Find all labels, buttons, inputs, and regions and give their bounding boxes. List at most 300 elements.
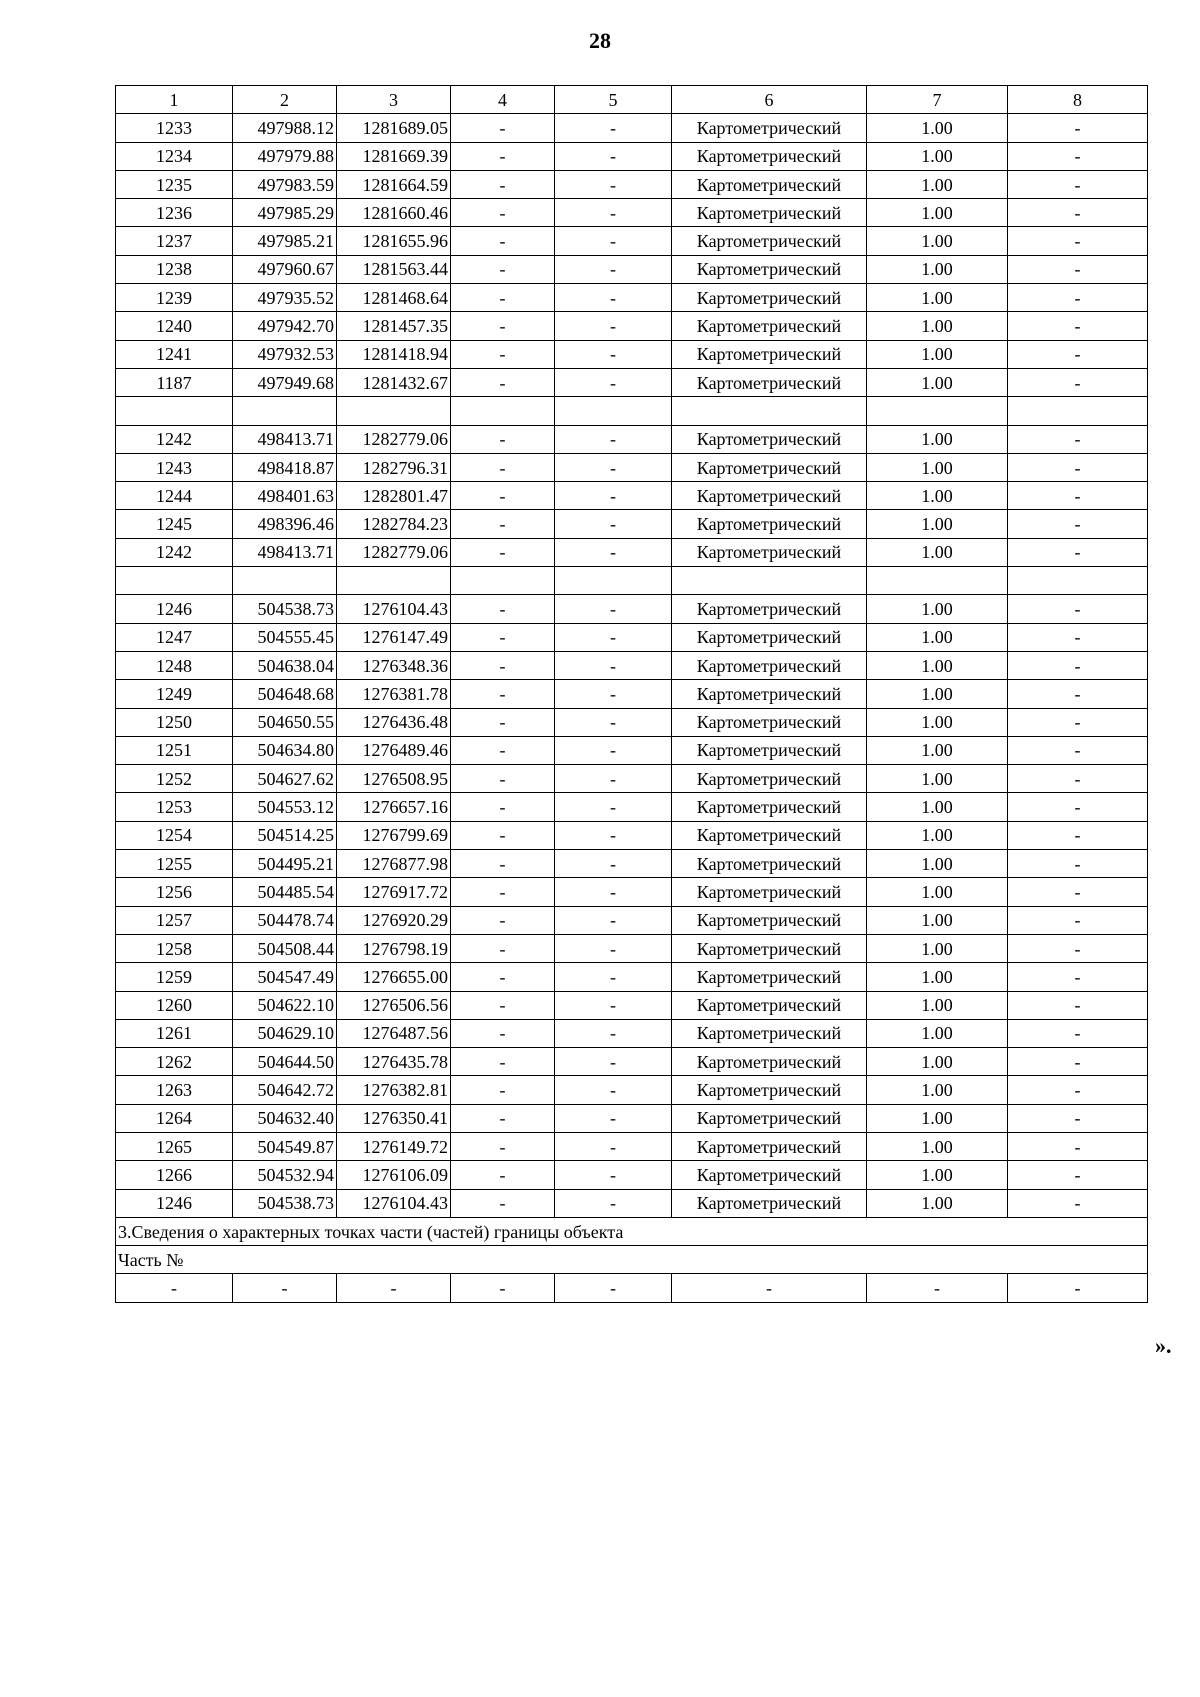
table-row [116, 963, 1148, 991]
cell-col-3: 1276350.41 [337, 1104, 451, 1132]
separator-row [116, 567, 1148, 595]
cell-col-6: Картометрический [672, 453, 867, 481]
table-row [116, 736, 1148, 764]
table-row [116, 878, 1148, 906]
cell-col-6: Картометрический [672, 821, 867, 849]
cell-col-7: 1.00 [867, 680, 1008, 708]
table-row [116, 227, 1148, 255]
table-row [116, 680, 1148, 708]
cell-col-1: 1257 [116, 906, 233, 934]
cell-col-1: 1245 [116, 510, 233, 538]
cell-col-4: - [451, 340, 555, 368]
cell-col-4: - [451, 142, 555, 170]
cell-col-2: 504629.10 [233, 1019, 337, 1047]
cell-col-5: - [555, 510, 672, 538]
cell-col-2: 497983.59 [233, 170, 337, 198]
cell-col-8: - [1008, 708, 1148, 736]
cell-col-3: 1276917.72 [337, 878, 451, 906]
cell-col-8: - [1008, 453, 1148, 481]
cell-col-6: 6 [672, 86, 867, 114]
cell-col-4: - [451, 878, 555, 906]
cell-col-1: 1249 [116, 680, 233, 708]
cell-col-3: 1276877.98 [337, 850, 451, 878]
cell-col-5: - [555, 850, 672, 878]
cell-col-7: 1.00 [867, 1048, 1008, 1076]
cell-col-5: - [555, 425, 672, 453]
cell-col-1: 1263 [116, 1076, 233, 1104]
cell-col-1: 1234 [116, 142, 233, 170]
cell-col-6: Картометрический [672, 312, 867, 340]
cell-col-1: 1246 [116, 1189, 233, 1217]
cell-col-1: 1242 [116, 425, 233, 453]
cell-col-1: 1248 [116, 651, 233, 679]
cell-col-8: - [1008, 765, 1148, 793]
table-row [116, 651, 1148, 679]
table-row [116, 623, 1148, 651]
table-row [116, 170, 1148, 198]
cell-col-2: 497960.67 [233, 255, 337, 283]
cell-col-4: - [451, 906, 555, 934]
cell-col-2: 498413.71 [233, 538, 337, 566]
cell-col-1: 1242 [116, 538, 233, 566]
cell-col-8: - [1008, 425, 1148, 453]
cell-col-3: 1281655.96 [337, 227, 451, 255]
cell-col-1: 1262 [116, 1048, 233, 1076]
table-row [116, 1019, 1148, 1047]
cell-col-3: 1276506.56 [337, 991, 451, 1019]
cell-col-7: 1.00 [867, 142, 1008, 170]
cell-col-8: - [1008, 991, 1148, 1019]
cell-col-6: Картометрический [672, 199, 867, 227]
cell-col-2: 497985.21 [233, 227, 337, 255]
table-row [116, 765, 1148, 793]
cell-col-6: Картометрический [672, 114, 867, 142]
cell-col-2: 504650.55 [233, 708, 337, 736]
cell-col-3: 1282779.06 [337, 425, 451, 453]
table-row [116, 199, 1148, 227]
cell-col-2: 497949.68 [233, 368, 337, 396]
cell-col-8: - [1008, 1048, 1148, 1076]
cell-col-3: 1281432.67 [337, 368, 451, 396]
cell-col-6: Картометрический [672, 255, 867, 283]
cell-col-8: - [1008, 340, 1148, 368]
cell-col-5: - [555, 595, 672, 623]
cell-col-1: 1264 [116, 1104, 233, 1132]
cell-col-1: 1238 [116, 255, 233, 283]
cell-col-3: 1276657.16 [337, 793, 451, 821]
cell-col-8: - [1008, 142, 1148, 170]
cell-col-6: Картометрический [672, 142, 867, 170]
cell-col-4: - [451, 1274, 555, 1302]
cell-col-8: - [1008, 1104, 1148, 1132]
cell-col-7: 1.00 [867, 170, 1008, 198]
cell-col-7: 1.00 [867, 199, 1008, 227]
cell-col-1: 1255 [116, 850, 233, 878]
cell-col-8: - [1008, 482, 1148, 510]
cell-col-5: - [555, 1161, 672, 1189]
cell-col-3: 1276920.29 [337, 906, 451, 934]
cell-col-5: - [555, 1048, 672, 1076]
cell-col-4: - [451, 255, 555, 283]
cell-col-2: 504514.25 [233, 821, 337, 849]
cell-col-1: 1258 [116, 934, 233, 962]
cell-col-5: - [555, 284, 672, 312]
table-row [116, 906, 1148, 934]
cell-col-3: 1281457.35 [337, 312, 451, 340]
cell-col-4: - [451, 170, 555, 198]
table-row [116, 821, 1148, 849]
cell-col-7: 1.00 [867, 453, 1008, 481]
cell-col-5: - [555, 991, 672, 1019]
cell-col-6: Картометрический [672, 1048, 867, 1076]
cell-col-4: - [451, 934, 555, 962]
closing-quote: ». [1155, 1333, 1172, 1358]
cell-col-6: Картометрический [672, 284, 867, 312]
cell-col-6: Картометрический [672, 1189, 867, 1217]
cell-col-5: - [555, 736, 672, 764]
table-row [116, 934, 1148, 962]
table-row [116, 1161, 1148, 1189]
cell-col-3: 1276348.36 [337, 651, 451, 679]
section-title: 3.Сведения о характерных точках части (частей) границы объекта [116, 1217, 1148, 1245]
cell-col-3: 1276799.69 [337, 821, 451, 849]
cell-col-1: 1187 [116, 368, 233, 396]
cell-col-6: Картометрический [672, 934, 867, 962]
part-row [116, 1274, 1148, 1302]
cell-col-6: - [672, 1274, 867, 1302]
cell-col-2: 504638.04 [233, 651, 337, 679]
cell-col-8: - [1008, 1019, 1148, 1047]
cell-col-6: Картометрический [672, 708, 867, 736]
cell-col-6: Картометрический [672, 651, 867, 679]
cell-col-4: - [451, 821, 555, 849]
table-row [116, 312, 1148, 340]
cell-col-3: 1282801.47 [337, 482, 451, 510]
cell-col-8: - [1008, 680, 1148, 708]
cell-col-6: Картометрический [672, 595, 867, 623]
cell-col-1: 1253 [116, 793, 233, 821]
cell-col-3: 1281468.64 [337, 284, 451, 312]
cell-col-2: 504478.74 [233, 906, 337, 934]
cell-col-6: Картометрический [672, 170, 867, 198]
cell-col-5: - [555, 142, 672, 170]
cell-col-5: - [555, 1189, 672, 1217]
cell-col-2: 504634.80 [233, 736, 337, 764]
cell-col-5: - [555, 453, 672, 481]
cell-col-7: 1.00 [867, 963, 1008, 991]
cell-col-7: 1.00 [867, 1076, 1008, 1104]
table-row [116, 340, 1148, 368]
cell-col-6: Картометрический [672, 368, 867, 396]
cell-col-6: Картометрический [672, 482, 867, 510]
cell-col-3: 1276381.78 [337, 680, 451, 708]
cell-col-1: 1251 [116, 736, 233, 764]
table-row [116, 453, 1148, 481]
cell-col-7: 1.00 [867, 1104, 1008, 1132]
cell-col-6: Картометрический [672, 963, 867, 991]
cell-col-1: 1 [116, 86, 233, 114]
cell-col-5: - [555, 199, 672, 227]
cell-col-1: 1240 [116, 312, 233, 340]
cell-col-1: 1246 [116, 595, 233, 623]
cell-col-7: 1.00 [867, 1019, 1008, 1047]
cell-col-4: - [451, 510, 555, 538]
cell-col-6: Картометрический [672, 991, 867, 1019]
cell-col-6: Картометрический [672, 850, 867, 878]
cell-col-2: 504555.45 [233, 623, 337, 651]
cell-col-4: - [451, 850, 555, 878]
table-row [116, 284, 1148, 312]
cell-col-4: - [451, 284, 555, 312]
cell-col-4: - [451, 651, 555, 679]
cell-col-1: 1254 [116, 821, 233, 849]
cell-col-1: 1244 [116, 482, 233, 510]
table-row [116, 708, 1148, 736]
cell-col-2: 498418.87 [233, 453, 337, 481]
cell-col-8: - [1008, 368, 1148, 396]
table-row [116, 368, 1148, 396]
cell-col-2: 497935.52 [233, 284, 337, 312]
cell-col-3: 3 [337, 86, 451, 114]
cell-col-7: 1.00 [867, 708, 1008, 736]
cell-col-2: 504547.49 [233, 963, 337, 991]
cell-col-8: - [1008, 1274, 1148, 1302]
cell-col-8: - [1008, 878, 1148, 906]
cell-col-4: - [451, 595, 555, 623]
cell-col-3: 1276798.19 [337, 934, 451, 962]
cell-col-7: 1.00 [867, 114, 1008, 142]
coordinates-table [115, 85, 1148, 1303]
cell-col-7: 1.00 [867, 595, 1008, 623]
table-row [116, 1048, 1148, 1076]
table-row [116, 1076, 1148, 1104]
cell-col-5: - [555, 340, 672, 368]
cell-col-4: - [451, 765, 555, 793]
part-label: Часть № [116, 1246, 1148, 1274]
cell-col-4: - [451, 1189, 555, 1217]
cell-col-7: 1.00 [867, 1161, 1008, 1189]
cell-col-2: 504622.10 [233, 991, 337, 1019]
cell-col-8: - [1008, 114, 1148, 142]
cell-col-1: 1239 [116, 284, 233, 312]
cell-col-3: 1276106.09 [337, 1161, 451, 1189]
table-row [116, 114, 1148, 142]
cell-col-4: - [451, 1076, 555, 1104]
cell-col-4: - [451, 482, 555, 510]
cell-col-7: 1.00 [867, 850, 1008, 878]
cell-col-7: 1.00 [867, 765, 1008, 793]
cell-col-5: - [555, 538, 672, 566]
cell-col-4: - [451, 227, 555, 255]
cell-col-1: 1261 [116, 1019, 233, 1047]
cell-col-7: 1.00 [867, 340, 1008, 368]
cell-col-2: 504553.12 [233, 793, 337, 821]
cell-col-2: 504538.73 [233, 595, 337, 623]
cell-col-4: - [451, 991, 555, 1019]
table-row [116, 1189, 1148, 1217]
cell-col-3: 1281418.94 [337, 340, 451, 368]
cell-col-8: - [1008, 1161, 1148, 1189]
cell-col-6: Картометрический [672, 1161, 867, 1189]
page-number: 28 [589, 28, 611, 53]
cell-col-1: 1237 [116, 227, 233, 255]
cell-col-7: 1.00 [867, 793, 1008, 821]
cell-col-1: 1265 [116, 1132, 233, 1160]
cell-col-5: - [555, 934, 672, 962]
cell-col-3: 1281563.44 [337, 255, 451, 283]
cell-col-5: - [555, 368, 672, 396]
cell-col-7: 1.00 [867, 821, 1008, 849]
cell-col-7: 1.00 [867, 736, 1008, 764]
cell-col-8: - [1008, 623, 1148, 651]
table-row [116, 793, 1148, 821]
cell-col-1: 1235 [116, 170, 233, 198]
cell-col-3: 1281664.59 [337, 170, 451, 198]
table-row [116, 538, 1148, 566]
cell-col-7: 1.00 [867, 934, 1008, 962]
cell-col-5: - [555, 680, 672, 708]
cell-col-3: 1282784.23 [337, 510, 451, 538]
cell-col-2: 498401.63 [233, 482, 337, 510]
cell-col-5: - [555, 312, 672, 340]
cell-col-2: 497932.53 [233, 340, 337, 368]
cell-col-1: 1241 [116, 340, 233, 368]
cell-col-6: Картометрический [672, 1076, 867, 1104]
cell-col-2: 2 [233, 86, 337, 114]
cell-col-6: Картометрический [672, 510, 867, 538]
cell-col-7: 1.00 [867, 991, 1008, 1019]
cell-col-6: Картометрический [672, 425, 867, 453]
cell-col-3: 1276487.56 [337, 1019, 451, 1047]
table-row [116, 510, 1148, 538]
cell-col-5: - [555, 482, 672, 510]
cell-col-8: - [1008, 850, 1148, 878]
cell-col-3: - [337, 1274, 451, 1302]
cell-col-2: 497979.88 [233, 142, 337, 170]
cell-col-5: - [555, 821, 672, 849]
cell-col-5: - [555, 255, 672, 283]
cell-col-8: - [1008, 906, 1148, 934]
cell-col-8: - [1008, 821, 1148, 849]
cell-col-1: 1247 [116, 623, 233, 651]
cell-col-1: 1259 [116, 963, 233, 991]
cell-col-6: Картометрический [672, 340, 867, 368]
cell-col-2: 497985.29 [233, 199, 337, 227]
cell-col-5: - [555, 651, 672, 679]
cell-col-4: - [451, 453, 555, 481]
cell-col-3: 1276104.43 [337, 1189, 451, 1217]
cell-col-4: - [451, 425, 555, 453]
cell-col-8: - [1008, 227, 1148, 255]
cell-col-6: Картометрический [672, 765, 867, 793]
cell-col-5: 5 [555, 86, 672, 114]
cell-col-3: 1281689.05 [337, 114, 451, 142]
cell-col-4: - [451, 312, 555, 340]
cell-col-2: 497988.12 [233, 114, 337, 142]
cell-col-7: 7 [867, 86, 1008, 114]
cell-col-7: 1.00 [867, 255, 1008, 283]
cell-col-8: - [1008, 1076, 1148, 1104]
cell-col-8: - [1008, 934, 1148, 962]
cell-col-1: 1266 [116, 1161, 233, 1189]
cell-col-7: 1.00 [867, 651, 1008, 679]
cell-col-3: 1276508.95 [337, 765, 451, 793]
cell-col-3: 1281660.46 [337, 199, 451, 227]
cell-col-2: 504632.40 [233, 1104, 337, 1132]
cell-col-1: 1252 [116, 765, 233, 793]
section-title-row [116, 1217, 1148, 1245]
cell-col-2: 504538.73 [233, 1189, 337, 1217]
cell-col-3: 1276104.43 [337, 595, 451, 623]
cell-col-8: - [1008, 510, 1148, 538]
cell-col-7: 1.00 [867, 284, 1008, 312]
cell-col-2: 504627.62 [233, 765, 337, 793]
cell-col-5: - [555, 963, 672, 991]
cell-col-8: - [1008, 1132, 1148, 1160]
cell-col-8: - [1008, 170, 1148, 198]
cell-col-7: 1.00 [867, 538, 1008, 566]
cell-col-7: 1.00 [867, 368, 1008, 396]
cell-col-8: - [1008, 284, 1148, 312]
cell-col-2: 504508.44 [233, 934, 337, 962]
cell-col-1: 1250 [116, 708, 233, 736]
cell-col-6: Картометрический [672, 1104, 867, 1132]
cell-col-3: 1276149.72 [337, 1132, 451, 1160]
cell-col-8: 8 [1008, 86, 1148, 114]
cell-col-8: - [1008, 651, 1148, 679]
cell-col-2: 497942.70 [233, 312, 337, 340]
cell-col-4: - [451, 680, 555, 708]
cell-col-3: 1276147.49 [337, 623, 451, 651]
table-row [116, 425, 1148, 453]
cell-col-5: - [555, 878, 672, 906]
cell-col-3: 1276436.48 [337, 708, 451, 736]
cell-col-2: 504644.50 [233, 1048, 337, 1076]
cell-col-4: - [451, 1104, 555, 1132]
cell-col-8: - [1008, 255, 1148, 283]
cell-col-2: 504648.68 [233, 680, 337, 708]
cell-col-5: - [555, 170, 672, 198]
table-row [116, 1132, 1148, 1160]
cell-col-6: Картометрический [672, 736, 867, 764]
table-row [116, 482, 1148, 510]
cell-col-8: - [1008, 736, 1148, 764]
cell-col-5: - [555, 227, 672, 255]
cell-col-6: Картометрический [672, 1019, 867, 1047]
table-row [116, 850, 1148, 878]
cell-col-4: - [451, 1161, 555, 1189]
header-row [116, 86, 1148, 114]
table-row [116, 142, 1148, 170]
cell-col-3: 1282796.31 [337, 453, 451, 481]
cell-col-7: 1.00 [867, 482, 1008, 510]
cell-col-7: 1.00 [867, 510, 1008, 538]
cell-col-2: 504532.94 [233, 1161, 337, 1189]
table-row [116, 595, 1148, 623]
cell-col-1: 1260 [116, 991, 233, 1019]
table-row [116, 991, 1148, 1019]
table-row [116, 255, 1148, 283]
separator-row [116, 397, 1148, 425]
cell-col-3: 1276435.78 [337, 1048, 451, 1076]
cell-col-7: 1.00 [867, 1132, 1008, 1160]
cell-col-4: - [451, 368, 555, 396]
cell-col-6: Картометрический [672, 538, 867, 566]
cell-col-6: Картометрический [672, 906, 867, 934]
cell-col-7: 1.00 [867, 312, 1008, 340]
cell-col-5: - [555, 708, 672, 736]
cell-col-4: - [451, 1132, 555, 1160]
